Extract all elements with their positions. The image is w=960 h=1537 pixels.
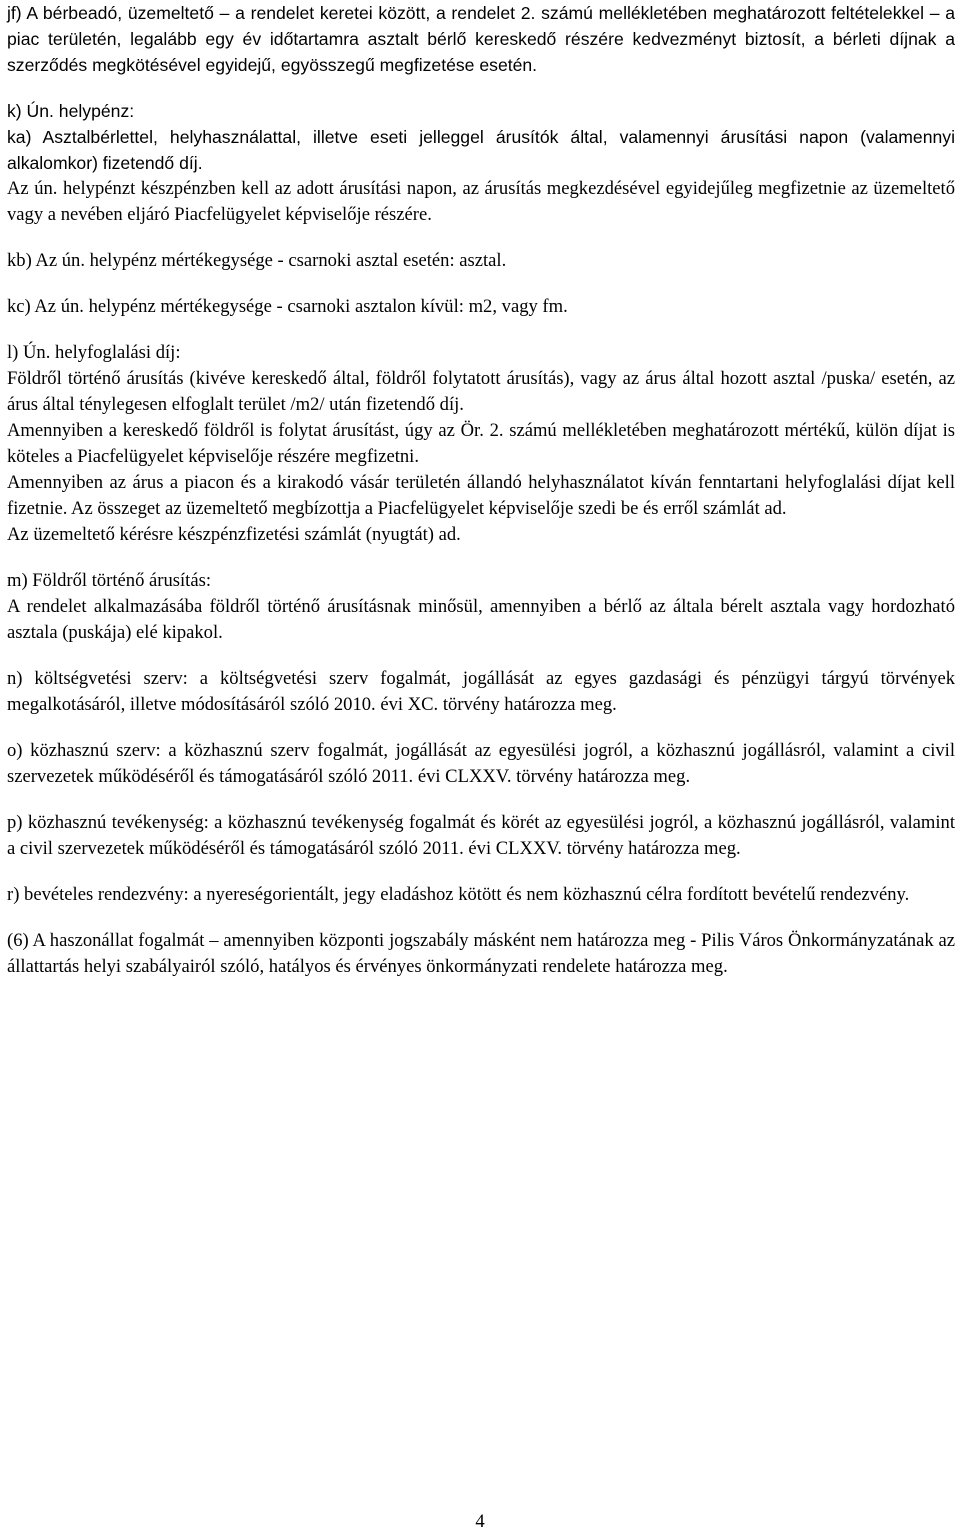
paragraph-jf: jf) A bérbeadó, üzemeltető – a rendelet keretei között, a rendelet 2. számú mellékletében meghatározott feltételekkel – a piac területén, legalább egy év időtartamra asztalt bérlő kereskedő részére kedvezményt biztosít, a bérleti díjnak a szerződés megkötésével egyidejű, egyösszegű megfizetése esetén. (7, 3, 955, 75)
paragraph-ka: ka) Asztalbérlettel, helyhasználattal, illetve eseti jelleggel árusítók által, valamennyi árusítási napon (valamennyi alkalomkor) fizetendő díj. (7, 127, 955, 173)
document-page (7, 0, 955, 980)
paragraph-kb: kb) Az ún. helypénz mértékegysége - csarnoki asztal esetén: asztal. (7, 250, 507, 271)
paragraph-o: o) közhasznú szerv: a közhasznú szerv fogalmát, jogállását az egyesülési jogról, a közhasznú jogállásról, valamint a civil szervezetek működéséről és támogatásáról szóló 2011. évi CLXXV. törvény határozza meg. (7, 740, 955, 787)
paragraph-l-receipt: Az üzemeltető kérésre készpénzfizetési számlát (nyugtát) ad. (7, 524, 461, 545)
paragraph-l-heading: l) Ún. helyfoglalási díj: (7, 342, 181, 363)
paragraph-l-definition: Földről történő árusítás (kivéve kereskedő által, földről folytatott árusítás), vagy az árus által hozott asztal /puska/ esetén, az árus által ténylegesen elfoglalt terület /m2/ után fizetendő díj. (7, 368, 955, 415)
paragraph-helypenz-payment: Az ún. helypénzt készpénzben kell az adott árusítási napon, az árusítás megkezdésével egyidejűleg megfizetnie az üzemeltető vagy a nevében eljáró Piacfelügyelet képviselője részére. (7, 178, 955, 225)
paragraph-l-permanent-use: Amennyiben az árus a piacon és a kirakodó vásár területén állandó helyhasználatot kíván fenntartani helyfoglalási díjat kell fizetnie. Az összeget az üzemeltető megbízottja a Piacfelügyelet képviselője szedi be és erről számlát ad. (7, 472, 955, 519)
paragraph-n: n) költségvetési szerv: a költségvetési szerv fogalmát, jogállását az egyes gazdasági és pénzügyi tárgyú törvények megalkotásáról, illetve módosításáról szóló 2010. évi XC. törvény határozza meg. (7, 668, 955, 715)
paragraph-m-definition: A rendelet alkalmazásába földről történő árusításnak minősül, amennyiben a bérlő az általa bérelt asztala vagy hordozható asztala (puskája) elé kipakol. (7, 596, 955, 643)
paragraph-p: p) közhasznú tevékenység: a közhasznú tevékenység fogalmát és körét az egyesülési jogról, a közhasznú jogállásról, valamint a civil szervezetek működéséről és támogatásáról szóló 2011. évi CLXXV. törvény határozza meg. (7, 812, 955, 859)
paragraph-r: r) bevételes rendezvény: a nyereségorientált, jegy eladáshoz kötött és nem közhasznú célra fordított bevételű rendezvény. (7, 884, 910, 905)
paragraph-kc: kc) Az ún. helypénz mértékegysége - csarnoki asztalon kívül: m2, vagy fm. (7, 296, 568, 317)
paragraph-6: (6) A haszonállat fogalmát – amennyiben központi jogszabály másként nem határozza meg - Pilis Város Önkormányzatának az állattartás helyi szabályairól szóló, hatályos és érvényes önkormányzati rendelete határozza meg. (7, 930, 955, 977)
paragraph-l-ground-selling: Amennyiben a kereskedő földről is folytat árusítást, úgy az Ör. 2. számú mellékletében meghatározott mértékű, külön díjat is köteles a Piacfelügyelet képviselője részére megfizetni. (7, 420, 955, 467)
paragraph-m-heading: m) Földről történő árusítás: (7, 570, 211, 591)
paragraph-k-heading: k) Ún. helypénz: (7, 101, 135, 121)
page-number: 4 (475, 1511, 485, 1532)
